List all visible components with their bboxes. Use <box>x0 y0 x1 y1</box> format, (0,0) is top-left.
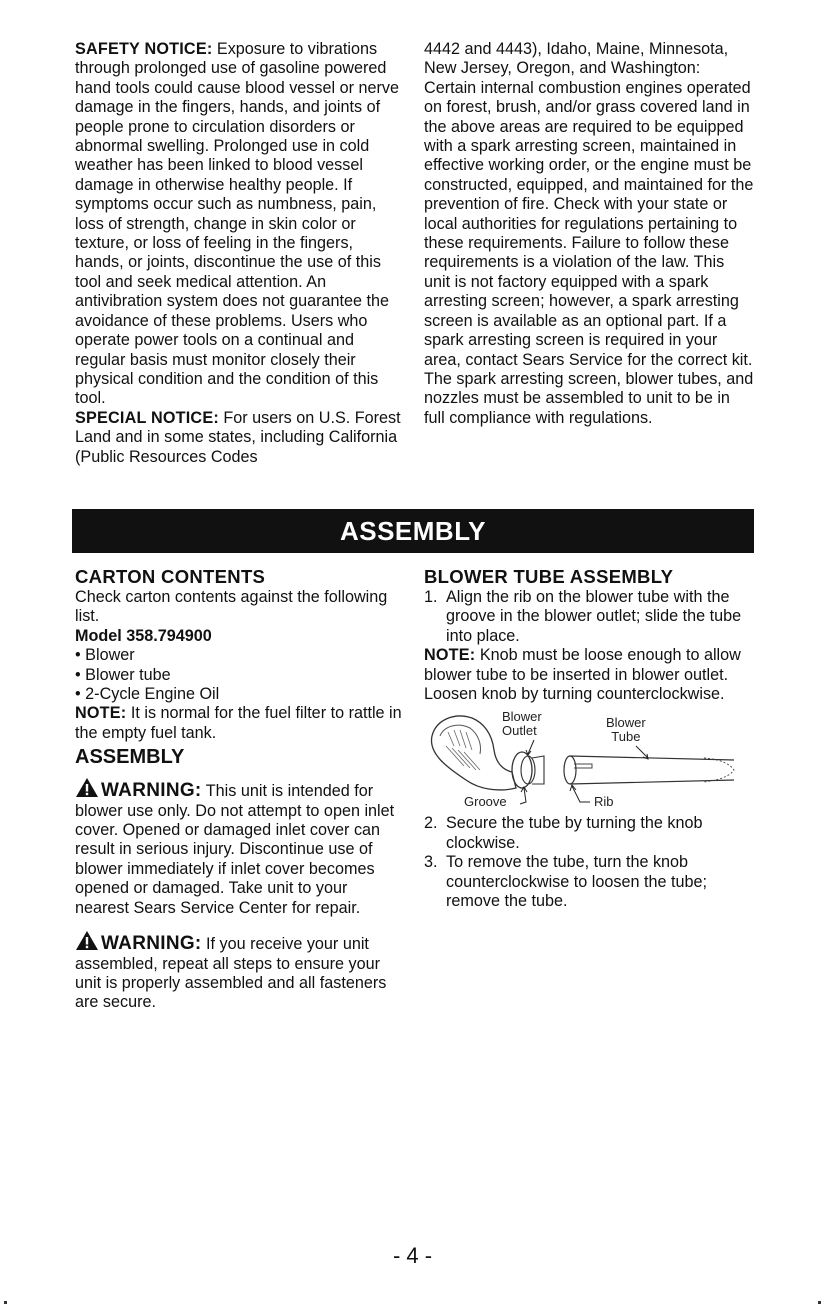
blower-tube-note <box>424 646 754 704</box>
blower-tube-heading: BLOWER TUBE ASSEMBLY <box>424 566 674 587</box>
note-text: Knob must be loose enough to allow blower tube to be inserted in blower outlet. Loosen knob by turning counterclockwise. <box>424 646 741 704</box>
blower-outlet-label: Blower Outlet <box>502 709 542 739</box>
assembly-steps <box>424 588 754 646</box>
list-item <box>424 588 754 646</box>
step-text: To remove the tube, turn the knob counterclockwise to loosen the tube; remove the tube. <box>446 853 707 911</box>
spark-arrester-text: 4442 and 4443), Idaho, Maine, Minnesota, New Jersey, Oregon, and Washington: Certain internal combustion engines operated on forest, brush, and/or grass covered land in the above areas are required to be equipped with a spark arresting screen, maintained in effective working order, or the engine must be constructed, equipped, and maintained for the prevention of fire. Check with your state or local authorities for regulations pertaining to these requirements. Failure to follow these requirements is a violation of the law. This unit is not factory equipped with a spark arresting screen; however, a spark arresting screen is available as an optional part. If a spark arresting screen is required in your area, contact Sears Service for the correct kit. The spark arresting screen, blower tubes, and nozzles must be assembled to unit to be in full compliance with regulations. <box>424 40 754 427</box>
warning-paragraph <box>75 930 405 1013</box>
step-number: 2. <box>424 814 438 833</box>
page-number: - 4 - <box>392 1243 433 1268</box>
note-text: It is normal for the fuel filter to rattle in the empty fuel tank. <box>75 704 402 742</box>
step-number: 1. <box>424 588 438 606</box>
blower-tube-column <box>424 566 754 911</box>
scan-mark <box>4 1301 7 1304</box>
safety-notice-paragraph <box>75 40 401 409</box>
special-notice-label: SPECIAL NOTICE: <box>75 408 219 427</box>
list-item: • Blower tube <box>75 666 405 685</box>
list-item: • Blower <box>75 646 405 665</box>
warning-paragraph <box>75 777 405 918</box>
rib-label: Rib <box>594 794 614 810</box>
safety-notice-text: Exposure to vibrations through prolonged use of gasoline powered hand tools could cause blood vessel or nerve damage in the fingers, hands, and joints of people prone to circulation disorders or abnormal swelling. Prolonged use in cold weather has been linked to blood vessel damage in otherwise healthy people. If symptoms occur such as numbness, pain, loss of strength, change in skin color or texture, or loss of feeling in the fingers, hands, or joints, discontinue the use of this tool and seek medical attention. An antivibration system does not guarantee the avoidance of these problems. Users who operate power tools on a continual and regular basis must monitor closely their physical condition and the condition of this tool. <box>75 40 399 408</box>
assembly-steps-continued <box>424 814 754 911</box>
warning-label: WARNING: <box>101 780 202 802</box>
note-label: NOTE: <box>424 646 476 665</box>
carton-note <box>75 704 405 743</box>
assembly-banner: ASSEMBLY <box>72 509 754 553</box>
carton-assembly-column <box>75 566 405 1013</box>
list-item <box>424 853 754 911</box>
assembly-heading: ASSEMBLY <box>75 746 185 769</box>
carton-intro: Check carton contents against the following list. <box>75 588 388 626</box>
step-number: 3. <box>424 853 438 872</box>
warning-icon <box>75 777 99 798</box>
special-notice-text: For users on U.S. Forest Land and in some states, including California (Public Resources Codes <box>75 408 401 466</box>
step-text: Secure the tube by turning the knob clockwise. <box>446 814 703 852</box>
note-label: NOTE: <box>75 704 127 723</box>
warning-label: WARNING: <box>101 933 202 955</box>
blower-tube-label: Blower Tube <box>606 715 646 745</box>
warning-text: If you receive your unit assembled, repeat all steps to ensure your unit is properly assembled and all fasteners are secure. <box>75 935 387 1012</box>
spark-arrester-column <box>424 40 754 428</box>
groove-label: Groove <box>464 794 507 810</box>
safety-notice-column <box>75 40 401 467</box>
special-notice-paragraph <box>75 409 401 467</box>
warning-text: This unit is intended for blower use only. Do not attempt to open inlet cover. Opened or damaged inlet cover can result in serious injury. Discontinue use of blower immediately if inlet cover becomes opened or damaged. Take unit to your nearest Sears Service Center for repair. <box>75 782 395 917</box>
list-item: • 2-Cycle Engine Oil <box>75 685 405 704</box>
model-number: Model 358.794900 <box>75 626 212 645</box>
safety-notice-label: SAFETY NOTICE: <box>75 40 213 58</box>
step-text: Align the rib on the blower tube with the groove in the blower outlet; slide the tube into place. <box>446 588 742 645</box>
warning-icon <box>75 930 99 951</box>
scan-mark <box>818 1301 821 1304</box>
carton-contents-heading: CARTON CONTENTS <box>75 566 266 587</box>
list-item <box>424 814 754 853</box>
blower-tube-figure <box>424 706 754 814</box>
carton-items-list <box>75 646 405 704</box>
